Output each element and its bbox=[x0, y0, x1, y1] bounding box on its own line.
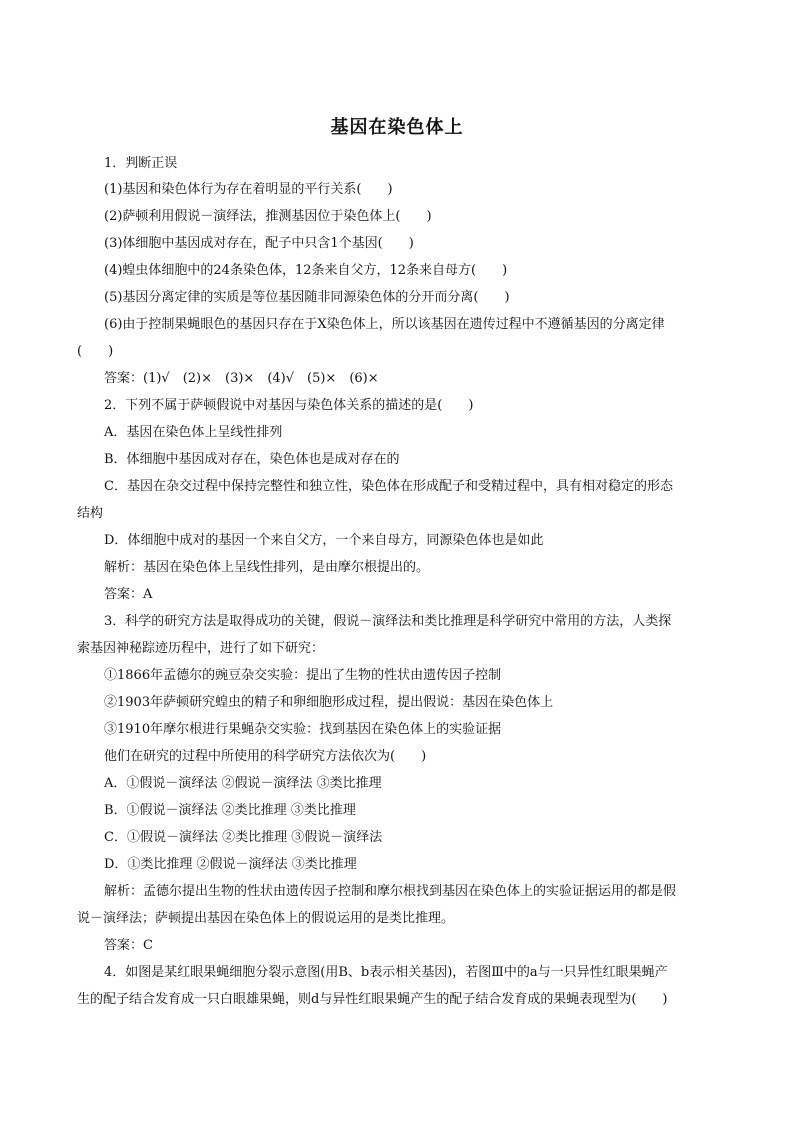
q3-option-c: C．①假说－演绎法 ②类比推理 ③假说－演绎法 bbox=[104, 830, 383, 845]
q1-item-1: (1)基因和染色体行为存在着明显的平行关系( ) bbox=[104, 182, 393, 197]
q3-study-3: ③1910年摩尔根进行果蝇杂交实验：找到基因在染色体上的实验证据 bbox=[104, 722, 502, 737]
question-1-stem: 1．判断正误 bbox=[104, 156, 178, 171]
question-3-stem-cont: 索基因神秘踪迹历程中，进行了如下研究： bbox=[77, 641, 325, 656]
q2-option-b: B．体细胞中基因成对存在，染色体也是成对存在的 bbox=[104, 452, 400, 467]
question-3-stem: 3．科学的研究方法是取得成功的关键，假说－演绎法和类比推理是科学研究中常用的方法，人类探 bbox=[104, 614, 672, 629]
q1-item-2: (2)萨顿利用假说－演绎法，推测基因位于染色体上( ) bbox=[104, 209, 432, 224]
question-4-stem: 4．如图是某红眼果蝇细胞分裂示意图(用B、b表示相关基因)，若图Ⅲ中的a与一只异性红眼果蝇产 bbox=[104, 965, 668, 980]
q1-item-4: (4)蝗虫体细胞中的24条染色体，12条来自父方，12条来自母方( ) bbox=[104, 263, 508, 278]
q2-option-c-cont: 结构 bbox=[77, 506, 104, 521]
q1-item-6: (6)由于控制果蝇眼色的基因只存在于X染色体上，所以该基因在遗传过程中不遵循基因的分离定律 bbox=[104, 317, 665, 332]
q3-option-b: B．①假说－演绎法 ②类比推理 ③类比推理 bbox=[104, 803, 356, 818]
document-title: 基因在染色体上 bbox=[330, 117, 464, 138]
q2-option-d: D．体细胞中成对的基因一个来自父方，一个来自母方，同源染色体也是如此 bbox=[104, 533, 544, 548]
q2-answer: 答案：A bbox=[104, 587, 153, 602]
q1-answer: 答案：(1)√ (2)× (3)× (4)√ (5)× (6)× bbox=[104, 371, 379, 386]
question-4-stem-cont: 生的配子结合发育成一只白眼雄果蝇，则d与异性红眼果蝇产生的配子结合发育成的果蝇表现型为( ) bbox=[77, 992, 668, 1007]
q2-explanation: 解析：基因在染色体上呈线性排列，是由摩尔根提出的。 bbox=[104, 560, 430, 575]
q3-answer: 答案：C bbox=[104, 938, 153, 953]
q1-item-6-cont: ( ) bbox=[77, 344, 114, 359]
q3-option-a: A．①假说－演绎法 ②假说－演绎法 ③类比推理 bbox=[104, 776, 382, 791]
q3-question: 他们在研究的过程中所使用的科学研究方法依次为( ) bbox=[104, 749, 427, 764]
q3-study-1: ①1866年孟德尔的豌豆杂交实验：提出了生物的性状由遗传因子控制 bbox=[104, 668, 502, 683]
q2-option-c: C．基因在杂交过程中保持完整性和独立性，染色体在形成配子和受精过程中，具有相对稳定的形态 bbox=[104, 479, 673, 494]
q3-explanation: 解析：孟德尔提出生物的性状由遗传因子控制和摩尔根找到基因在染色体上的实验证据运用的都是假 bbox=[104, 884, 677, 899]
q3-option-d: D．①类比推理 ②假说－演绎法 ③类比推理 bbox=[104, 857, 357, 872]
q2-option-a: A．基因在染色体上呈线性排列 bbox=[104, 425, 283, 440]
question-2-stem: 2．下列不属于萨顿假说中对基因与染色体关系的描述的是( ) bbox=[104, 398, 474, 413]
q1-item-3: (3)体细胞中基因成对存在，配子中只含1个基因( ) bbox=[104, 236, 414, 251]
q3-explanation-cont: 说－演绎法；萨顿提出基因在染色体上的假说运用的是类比推理。 bbox=[77, 911, 455, 926]
q3-study-2: ②1903年萨顿研究蝗虫的精子和卵细胞形成过程，提出假说：基因在染色体上 bbox=[104, 695, 554, 710]
q1-item-5: (5)基因分离定律的实质是等位基因随非同源染色体的分开而分离( ) bbox=[104, 290, 510, 305]
